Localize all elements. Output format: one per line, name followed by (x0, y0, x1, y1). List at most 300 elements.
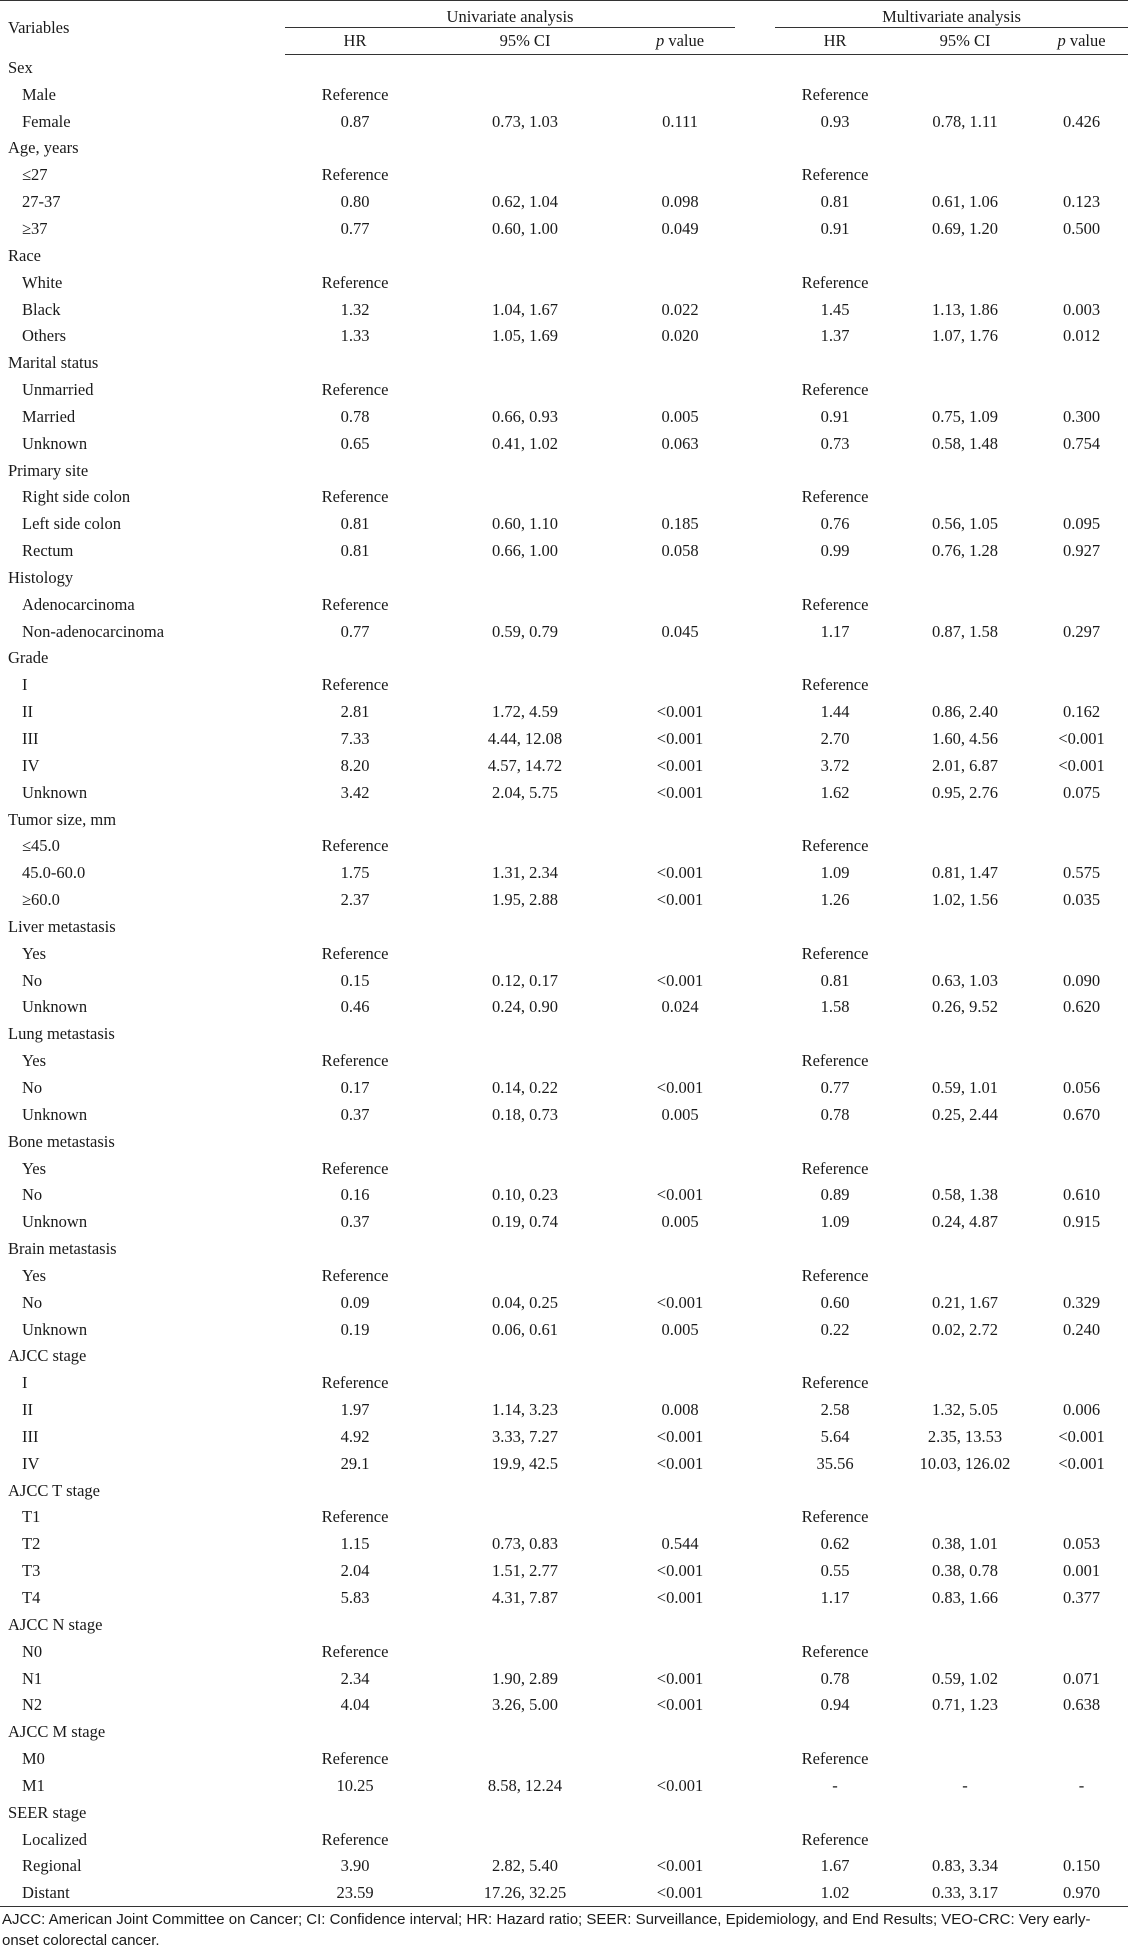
variable-label: No (22, 1185, 43, 1205)
univariate-ci-cell: 19.9, 42.5 (492, 1453, 558, 1473)
table-row (0, 296, 1128, 323)
univariate-hr-cell: Reference (321, 165, 389, 185)
univariate-p-value-cell (625, 135, 735, 162)
table-row (0, 269, 1128, 296)
variable-label: ≤45.0 (22, 836, 60, 856)
column-gap (735, 591, 775, 618)
column-gap (735, 1101, 775, 1128)
column-gap (735, 940, 775, 967)
multivariate-ci-cell: 0.58, 1.48 (932, 433, 999, 453)
multivariate-ci-cell (895, 1638, 1035, 1665)
multivariate-p-value-cell: 0.012 (1062, 326, 1101, 346)
category-row (0, 1799, 1128, 1826)
multivariate-p-value-cell: 0.053 (1062, 1534, 1101, 1554)
table-row (0, 1048, 1128, 1075)
univariate-hr-cell: 0.87 (340, 111, 370, 131)
table-row (0, 1370, 1128, 1397)
variable-label: No (22, 1077, 43, 1097)
multivariate-hr-cell: 0.91 (820, 218, 850, 238)
multivariate-ci-cell (895, 1021, 1035, 1048)
multivariate-p-value-cell (1035, 162, 1128, 189)
univariate-ci-cell: 0.66, 1.00 (492, 541, 558, 561)
column-gap (735, 672, 775, 699)
multivariate-hr-cell: 1.09 (820, 1212, 850, 1232)
multivariate-hr-cell: 2.58 (820, 1400, 850, 1420)
multivariate-p-value-cell: <0.001 (1058, 755, 1105, 775)
variable-label: White (22, 272, 63, 292)
multivariate-hr-cell (775, 1021, 895, 1048)
multivariate-hr-cell (775, 1128, 895, 1155)
column-gap (735, 1048, 775, 1075)
category-label: Marital status (8, 353, 99, 373)
univariate-p-value-cell: <0.001 (656, 970, 704, 990)
univariate-hr-cell: 10.25 (336, 1775, 374, 1795)
univariate-p-value-cell (625, 806, 735, 833)
variable-label: Unknown (22, 433, 88, 453)
multivariate-ci-cell: - (962, 1775, 968, 1795)
univariate-ci-cell: 0.10, 0.23 (492, 1185, 558, 1205)
multivariate-p-value-cell (1035, 55, 1128, 82)
multivariate-ci-cell (895, 484, 1035, 511)
univariate-ci-cell (425, 1477, 625, 1504)
univariate-p-value-cell: 0.544 (661, 1534, 699, 1554)
univariate-p-value-cell (625, 457, 735, 484)
multivariate-ci-cell: 1.07, 1.76 (932, 326, 999, 346)
table-row (0, 216, 1128, 243)
multivariate-ci-cell: 0.63, 1.03 (932, 970, 999, 990)
univariate-p-value-cell (625, 1128, 735, 1155)
variable-label: Localized (22, 1829, 88, 1849)
multivariate-p-value-cell: <0.001 (1058, 1426, 1105, 1446)
column-gap (735, 1611, 775, 1638)
multivariate-p-value-cell (1035, 806, 1128, 833)
multivariate-ci-cell (895, 350, 1035, 377)
multivariate-p-value-cell (1035, 1155, 1128, 1182)
univariate-hr-cell (285, 565, 425, 592)
univariate-ci-cell (425, 484, 625, 511)
column-gap (735, 565, 775, 592)
univariate-header: Univariate analysis (285, 1, 735, 28)
univariate-hr-cell: 1.33 (340, 326, 370, 346)
univariate-p-value-cell (625, 672, 735, 699)
univariate-hr-cell: Reference (321, 1641, 389, 1661)
univariate-p-value-cell (625, 1826, 735, 1853)
multivariate-ci-cell: 1.13, 1.86 (932, 299, 999, 319)
variable-label: Yes (22, 1051, 47, 1071)
multivariate-ci-cell: 0.21, 1.67 (932, 1292, 999, 1312)
univariate-ci-cell (425, 1504, 625, 1531)
univariate-p-value-cell: <0.001 (656, 1292, 704, 1312)
univariate-hr-cell (285, 806, 425, 833)
multivariate-ci-cell: 0.59, 1.02 (932, 1668, 999, 1688)
variable-label: Black (22, 299, 61, 319)
univariate-p-value-cell (625, 1370, 735, 1397)
univariate-p-value-cell: <0.001 (656, 1695, 704, 1715)
multivariate-p-value-cell (1035, 269, 1128, 296)
univariate-ci-cell: 0.12, 0.17 (492, 970, 558, 990)
univariate-ci-cell: 0.06, 0.61 (492, 1319, 558, 1339)
multivariate-ci-cell: 0.58, 1.38 (932, 1185, 999, 1205)
multivariate-hr-cell: Reference (801, 380, 869, 400)
variable-label: Unknown (22, 997, 88, 1017)
multivariate-ci-cell: 0.95, 2.76 (932, 782, 999, 802)
multivariate-ci-header: 95% CI (895, 28, 1035, 55)
univariate-hr-cell (285, 645, 425, 672)
univariate-ci-cell: 0.66, 0.93 (492, 406, 558, 426)
univariate-hr-cell: 0.17 (340, 1077, 370, 1097)
multivariate-p-value-cell: 0.927 (1062, 541, 1101, 561)
multivariate-p-value-cell (1035, 591, 1128, 618)
univariate-ci-cell (425, 1826, 625, 1853)
univariate-p-value-cell: 0.005 (661, 406, 699, 426)
column-gap (735, 269, 775, 296)
univariate-hr-cell (285, 55, 425, 82)
multivariate-p-value-cell (1035, 1746, 1128, 1773)
multivariate-p-value-cell: 0.123 (1062, 192, 1101, 212)
table-row (0, 1853, 1128, 1880)
multivariate-ci-cell: 0.76, 1.28 (932, 541, 999, 561)
multivariate-hr-cell (775, 1611, 895, 1638)
table-body (0, 55, 1128, 1907)
univariate-ci-cell (425, 1799, 625, 1826)
univariate-ci-cell (425, 806, 625, 833)
multivariate-ci-cell (895, 55, 1035, 82)
column-gap (735, 538, 775, 565)
univariate-p-value-cell (625, 1504, 735, 1531)
column-gap (735, 323, 775, 350)
multivariate-p-value-cell (1035, 1611, 1128, 1638)
univariate-p-value-cell (625, 1343, 735, 1370)
multivariate-p-value-cell: 0.035 (1062, 890, 1101, 910)
multivariate-ci-cell: 0.26, 9.52 (932, 997, 999, 1017)
multivariate-p-value-cell: 0.075 (1062, 782, 1101, 802)
column-gap (735, 699, 775, 726)
univariate-p-value-cell (625, 269, 735, 296)
univariate-ci-cell (425, 162, 625, 189)
variable-label: Regional (22, 1856, 82, 1876)
univariate-hr-cell: Reference (321, 1749, 389, 1769)
univariate-hr-cell (285, 1611, 425, 1638)
univariate-hr-cell: 0.81 (340, 514, 370, 534)
category-label: Grade (8, 648, 49, 668)
univariate-hr-cell: 0.16 (340, 1185, 370, 1205)
univariate-hr-cell: 2.37 (340, 890, 370, 910)
column-gap (735, 1209, 775, 1236)
category-row (0, 1021, 1128, 1048)
univariate-p-value-cell (625, 1611, 735, 1638)
univariate-ci-cell: 0.60, 1.10 (492, 514, 558, 534)
multivariate-hr-cell (775, 806, 895, 833)
univariate-ci-cell: 0.19, 0.74 (492, 1212, 558, 1232)
univariate-ci-cell: 1.05, 1.69 (492, 326, 558, 346)
univariate-ci-cell (425, 940, 625, 967)
univariate-p-value-cell (625, 833, 735, 860)
multivariate-hr-cell: Reference (801, 1507, 869, 1527)
multivariate-hr-cell: Reference (801, 1158, 869, 1178)
univariate-ci-header: 95% CI (425, 28, 625, 55)
column-gap (735, 1692, 775, 1719)
variable-label: Unknown (22, 1212, 88, 1232)
table-row (0, 779, 1128, 806)
univariate-ci-cell: 17.26, 32.25 (425, 1880, 625, 1907)
multivariate-hr-cell: 0.81 (820, 192, 850, 212)
univariate-hr-cell (285, 914, 425, 941)
column-gap (735, 162, 775, 189)
univariate-p-value-cell: <0.001 (625, 1880, 735, 1907)
multivariate-hr-cell (775, 645, 895, 672)
univariate-p-value-cell (625, 565, 735, 592)
multivariate-hr-cell: Reference (801, 165, 869, 185)
table-row (0, 860, 1128, 887)
multivariate-hr-cell: 0.78 (820, 1104, 850, 1124)
multivariate-hr-cell: 0.73 (820, 433, 850, 453)
variable-label: 27-37 (22, 192, 61, 212)
column-gap (735, 860, 775, 887)
multivariate-hr-cell: 0.94 (820, 1695, 850, 1715)
column-gap (735, 1370, 775, 1397)
category-label: SEER stage (8, 1802, 87, 1822)
multivariate-ci-cell (895, 377, 1035, 404)
univariate-hr-cell: 3.42 (340, 782, 370, 802)
multivariate-header: Multivariate analysis (775, 1, 1128, 28)
multivariate-hr-cell: 1.26 (820, 890, 850, 910)
univariate-p-value-cell (625, 591, 735, 618)
category-row (0, 55, 1128, 82)
multivariate-p-value-cell (1035, 1128, 1128, 1155)
variable-label: IV (22, 1453, 40, 1473)
univariate-hr-cell: 0.80 (340, 192, 370, 212)
univariate-hr-cell: 0.37 (340, 1212, 370, 1232)
univariate-ci-cell: 1.90, 2.89 (492, 1668, 558, 1688)
multivariate-hr-cell (775, 135, 895, 162)
category-label: Brain metastasis (8, 1239, 117, 1259)
multivariate-p-value-cell: 0.056 (1062, 1077, 1101, 1097)
multivariate-p-value-cell: 0.575 (1062, 863, 1101, 883)
multivariate-hr-cell: Reference (801, 1265, 869, 1285)
column-gap (735, 1826, 775, 1853)
category-label: AJCC stage (8, 1346, 87, 1366)
multivariate-ci-cell (895, 242, 1035, 269)
multivariate-ci-cell (895, 672, 1035, 699)
univariate-hr-cell: Reference (321, 84, 389, 104)
univariate-ci-cell: 4.31, 7.87 (492, 1588, 558, 1608)
univariate-ci-cell: 0.73, 1.03 (492, 111, 558, 131)
univariate-hr-cell (285, 1477, 425, 1504)
univariate-p-value-cell: <0.001 (656, 1185, 704, 1205)
univariate-hr-cell: 0.77 (340, 621, 370, 641)
variable-label: No (22, 1292, 43, 1312)
univariate-p-value-cell: <0.001 (656, 729, 704, 749)
variable-label: Married (22, 406, 76, 426)
multivariate-hr-cell: 1.17 (820, 621, 850, 641)
table-row (0, 1746, 1128, 1773)
multivariate-ci-cell: 0.38, 0.78 (932, 1561, 999, 1581)
table-row (0, 887, 1128, 914)
univariate-ci-cell (425, 1719, 625, 1746)
variable-label: ≥60.0 (22, 890, 60, 910)
univariate-ci-cell (425, 565, 625, 592)
category-row (0, 806, 1128, 833)
univariate-ci-cell: 1.51, 2.77 (492, 1561, 558, 1581)
multivariate-ci-cell (895, 1799, 1035, 1826)
column-gap (735, 1746, 775, 1773)
column-gap (735, 403, 775, 430)
column-gap (735, 914, 775, 941)
column-gap (735, 1853, 775, 1880)
category-row (0, 565, 1128, 592)
multivariate-p-value-cell: 0.240 (1062, 1319, 1101, 1339)
multivariate-hr-cell: 1.17 (820, 1588, 850, 1608)
column-gap (735, 1021, 775, 1048)
univariate-p-header: p value (625, 28, 735, 55)
category-label: Race (8, 245, 41, 265)
multivariate-ci-cell (895, 162, 1035, 189)
univariate-p-value-cell: <0.001 (656, 1668, 704, 1688)
table-row (0, 1155, 1128, 1182)
table-row (0, 1504, 1128, 1531)
multivariate-p-value-cell: 0.620 (1062, 997, 1101, 1017)
univariate-p-value-cell: <0.001 (656, 863, 704, 883)
table-row (0, 1397, 1128, 1424)
variable-label: Right side colon (22, 487, 131, 507)
univariate-p-value-cell (625, 914, 735, 941)
multivariate-p-value-cell (1035, 1504, 1128, 1531)
column-gap (735, 618, 775, 645)
table-row (0, 967, 1128, 994)
univariate-hr-cell: Reference (321, 943, 389, 963)
univariate-ci-cell: 1.14, 3.23 (492, 1400, 558, 1420)
univariate-hr-cell (285, 457, 425, 484)
multivariate-hr-cell: Reference (801, 1641, 869, 1661)
multivariate-p-value-cell: 0.003 (1062, 299, 1101, 319)
variable-label: IV (22, 755, 40, 775)
univariate-ci-cell: 3.26, 5.00 (492, 1695, 558, 1715)
univariate-ci-cell: 0.24, 0.90 (492, 997, 558, 1017)
multivariate-hr-cell: 1.58 (820, 997, 850, 1017)
multivariate-p-value-cell: 0.377 (1062, 1588, 1101, 1608)
table-row (0, 1665, 1128, 1692)
category-row (0, 914, 1128, 941)
variable-label: Rectum (22, 541, 74, 561)
multivariate-p-value-cell: 0.006 (1062, 1400, 1101, 1420)
column-gap (735, 994, 775, 1021)
univariate-ci-cell (425, 1155, 625, 1182)
multivariate-hr-cell (775, 55, 895, 82)
multivariate-hr-cell: 0.93 (820, 111, 850, 131)
univariate-p-value-cell (625, 1799, 735, 1826)
multivariate-p-value-cell: 0.150 (1062, 1856, 1101, 1876)
multivariate-p-value-cell (1035, 457, 1128, 484)
multivariate-ci-cell: 0.78, 1.11 (932, 111, 998, 131)
multivariate-p-value-cell: <0.001 (1058, 729, 1105, 749)
univariate-p-value-cell (625, 1021, 735, 1048)
univariate-ci-cell: 1.04, 1.67 (492, 299, 558, 319)
column-gap (735, 1262, 775, 1289)
table-row (0, 484, 1128, 511)
univariate-p-value-cell: <0.001 (656, 1775, 704, 1795)
multivariate-p-value-cell: 0.610 (1062, 1185, 1101, 1205)
multivariate-ci-cell: 0.75, 1.09 (932, 406, 999, 426)
univariate-hr-cell: Reference (321, 594, 389, 614)
variable-label: Distant (0, 1880, 285, 1907)
multivariate-ci-cell: 0.02, 2.72 (932, 1319, 999, 1339)
table-row (0, 1182, 1128, 1209)
multivariate-hr-cell (775, 350, 895, 377)
univariate-hr-cell: 0.65 (340, 433, 370, 453)
table-row (0, 1531, 1128, 1558)
univariate-ci-cell: 0.73, 0.83 (492, 1534, 558, 1554)
univariate-ci-cell (425, 672, 625, 699)
univariate-hr-cell: Reference (321, 1829, 389, 1849)
univariate-p-value-cell: 0.049 (661, 218, 699, 238)
multivariate-ci-cell: 0.86, 2.40 (932, 702, 999, 722)
univariate-ci-cell (425, 645, 625, 672)
multivariate-p-value-cell (1035, 1343, 1128, 1370)
univariate-hr-cell: 1.32 (340, 299, 370, 319)
column-gap (735, 457, 775, 484)
column-gap (735, 1289, 775, 1316)
column-gap (735, 216, 775, 243)
multivariate-ci-cell: 2.35, 13.53 (927, 1426, 1003, 1446)
column-gap (735, 1424, 775, 1451)
table-header (0, 1, 1128, 55)
table-row (0, 1209, 1128, 1236)
univariate-hr-cell: 0.78 (340, 406, 370, 426)
univariate-hr-cell: 0.15 (340, 970, 370, 990)
table-row (0, 1692, 1128, 1719)
multivariate-hr-cell: 0.22 (820, 1319, 850, 1339)
multivariate-hr-cell: Reference (801, 943, 869, 963)
univariate-ci-cell: 1.95, 2.88 (492, 890, 558, 910)
category-label: Sex (8, 57, 33, 77)
univariate-ci-cell (425, 1128, 625, 1155)
table-row (0, 994, 1128, 1021)
multivariate-ci-cell: 0.24, 4.87 (932, 1212, 999, 1232)
univariate-p-value-cell: <0.001 (656, 1561, 704, 1581)
multivariate-p-value-cell: 0.426 (1062, 111, 1101, 131)
multivariate-ci-cell (895, 1611, 1035, 1638)
multivariate-hr-cell: 0.77 (820, 1077, 850, 1097)
univariate-hr-cell: Reference (321, 1158, 389, 1178)
univariate-hr-cell: 23.59 (285, 1880, 425, 1907)
univariate-p-value-cell (625, 1048, 735, 1075)
table-row (0, 108, 1128, 135)
multivariate-hr-cell: 0.91 (820, 406, 850, 426)
multivariate-ci-cell (895, 806, 1035, 833)
univariate-ci-cell (425, 1262, 625, 1289)
variable-label: ≤27 (22, 165, 48, 185)
multivariate-hr-header: HR (775, 28, 895, 55)
multivariate-p-value-cell (1035, 135, 1128, 162)
univariate-ci-cell (425, 1638, 625, 1665)
column-gap (735, 430, 775, 457)
multivariate-hr-cell (775, 1719, 895, 1746)
univariate-ci-cell (425, 1021, 625, 1048)
column-gap (735, 1450, 775, 1477)
univariate-p-value-cell (625, 242, 735, 269)
multivariate-p-value-cell (1035, 377, 1128, 404)
univariate-p-value-cell: 0.022 (661, 299, 699, 319)
univariate-p-value-cell (625, 1638, 735, 1665)
multivariate-p-value-cell (1035, 833, 1128, 860)
multivariate-hr-cell: 1.09 (820, 863, 850, 883)
table-row (0, 403, 1128, 430)
column-gap (735, 887, 775, 914)
multivariate-p-value-cell (1035, 484, 1128, 511)
column-gap (735, 55, 775, 82)
category-label: Liver metastasis (8, 916, 116, 936)
multivariate-hr-cell: 1.37 (820, 326, 850, 346)
